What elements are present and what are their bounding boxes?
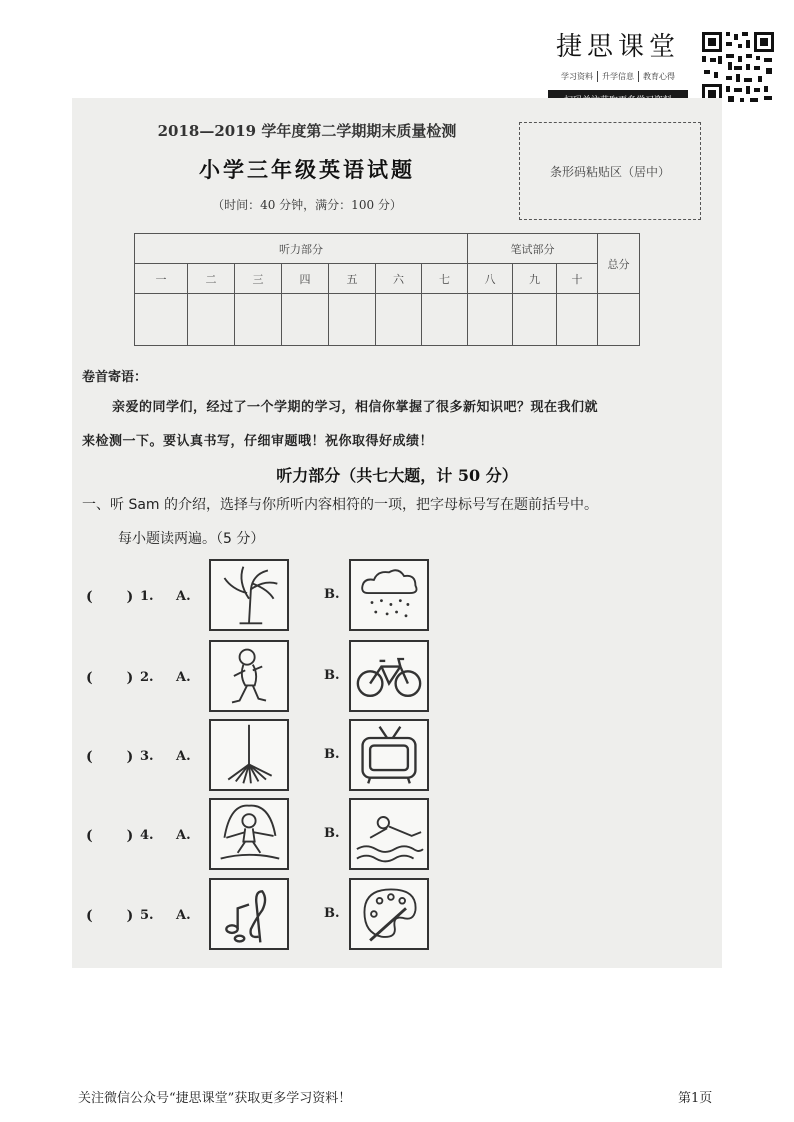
score-col-header: 三 [235, 264, 282, 294]
paint-palette-icon [349, 878, 429, 950]
score-cell [422, 294, 468, 346]
television-icon [349, 719, 429, 791]
swimmer-icon [349, 798, 429, 870]
question-instruction: 一、听 Sam 的介绍，选择与你所听内容相符的一项，把字母标号写在题前括号中。 [82, 497, 599, 513]
question-item [72, 798, 722, 872]
option-a-label: A. [176, 670, 191, 685]
item-number: 5. [140, 908, 154, 923]
exam-meta: （时间：40 分钟，满分：100 分） [212, 198, 402, 212]
score-col-header: 四 [282, 264, 329, 294]
brand-name: 捷思课堂 [555, 32, 680, 62]
question-note: 每小题读两遍。（5 分） [118, 531, 265, 547]
option-a-label: A. [176, 908, 191, 923]
brand-tag: 学习资料 [561, 72, 593, 81]
footer-promo: 关注微信公众号“捷思课堂”获取更多学习资料！ [78, 1091, 352, 1106]
answer-bracket[interactable]: ( ) [86, 908, 134, 924]
option-a-label: A. [176, 589, 191, 604]
score-cell [468, 294, 513, 346]
score-cell [329, 294, 376, 346]
score-col-header: 六 [376, 264, 422, 294]
score-col-header: 九 [513, 264, 557, 294]
score-col-header: 八 [468, 264, 513, 294]
item-number: 2. [140, 670, 154, 685]
option-b-label: B. [324, 668, 340, 683]
intro-heading: 卷首寄语： [82, 370, 148, 385]
question-item [72, 719, 722, 793]
rake-icon [209, 719, 289, 791]
score-cell [135, 294, 188, 346]
score-col-header: 七 [422, 264, 468, 294]
score-col-header: 一 [135, 264, 188, 294]
exam-subtitle: 小学三年级英语试题 [199, 157, 415, 182]
score-table [134, 233, 640, 346]
barcode-area [519, 122, 701, 220]
barcode-label: 条形码粘贴区（居中） [549, 164, 670, 179]
section-heading: 听力部分（共七大题，计 50 分） [276, 466, 518, 485]
option-a-label: A. [176, 749, 191, 764]
intro-text: 亲爱的同学们，经过了一个学期的学习，相信你掌握了很多新知识吧？现在我们就 [112, 400, 599, 415]
score-group-listening: 听力部分 [135, 234, 468, 264]
option-b-label: B. [324, 587, 340, 602]
page-number: 第1页 [678, 1091, 713, 1106]
option-b-label: B. [324, 906, 340, 921]
option-b-label: B. [324, 826, 340, 841]
item-number: 1. [140, 589, 154, 604]
intro-text: 来检测一下。要认真书写，仔细审题哦！祝你取得好成绩！ [82, 434, 434, 449]
score-total-header: 总分 [598, 234, 640, 294]
option-a-label: A. [176, 828, 191, 843]
option-b-label: B. [324, 747, 340, 762]
question-item [72, 640, 722, 714]
brand-tag: 升学信息 [597, 71, 638, 82]
exam-title: 2018—2019 学年度第二学期期末质量检测 [157, 122, 457, 140]
brand-tag: 教育心得 [638, 71, 679, 82]
rain-cloud-icon [349, 559, 429, 631]
wind-tree-icon [209, 559, 289, 631]
score-cell [513, 294, 557, 346]
score-cell [188, 294, 235, 346]
question-item [72, 559, 722, 633]
score-cell [557, 294, 598, 346]
score-cell [376, 294, 422, 346]
score-cell [235, 294, 282, 346]
exam-paper [72, 98, 722, 968]
answer-bracket[interactable]: ( ) [86, 828, 134, 844]
item-number: 3. [140, 749, 154, 764]
jump-rope-girl-icon [209, 798, 289, 870]
bear-walking-icon [209, 640, 289, 712]
score-col-header: 五 [329, 264, 376, 294]
item-number: 4. [140, 828, 154, 843]
score-col-header: 十 [557, 264, 598, 294]
score-cell [282, 294, 329, 346]
question-item [72, 878, 722, 952]
answer-bracket[interactable]: ( ) [86, 589, 134, 605]
bicycle-icon [349, 640, 429, 712]
score-cell [598, 294, 640, 346]
score-col-header: 二 [188, 264, 235, 294]
answer-bracket[interactable]: ( ) [86, 749, 134, 765]
score-group-writing: 笔试部分 [468, 234, 598, 264]
music-notes-icon [209, 878, 289, 950]
qr-code-icon[interactable] [700, 30, 776, 106]
brand-tags [548, 71, 688, 82]
answer-bracket[interactable]: ( ) [86, 670, 134, 686]
brand-block [548, 26, 688, 109]
